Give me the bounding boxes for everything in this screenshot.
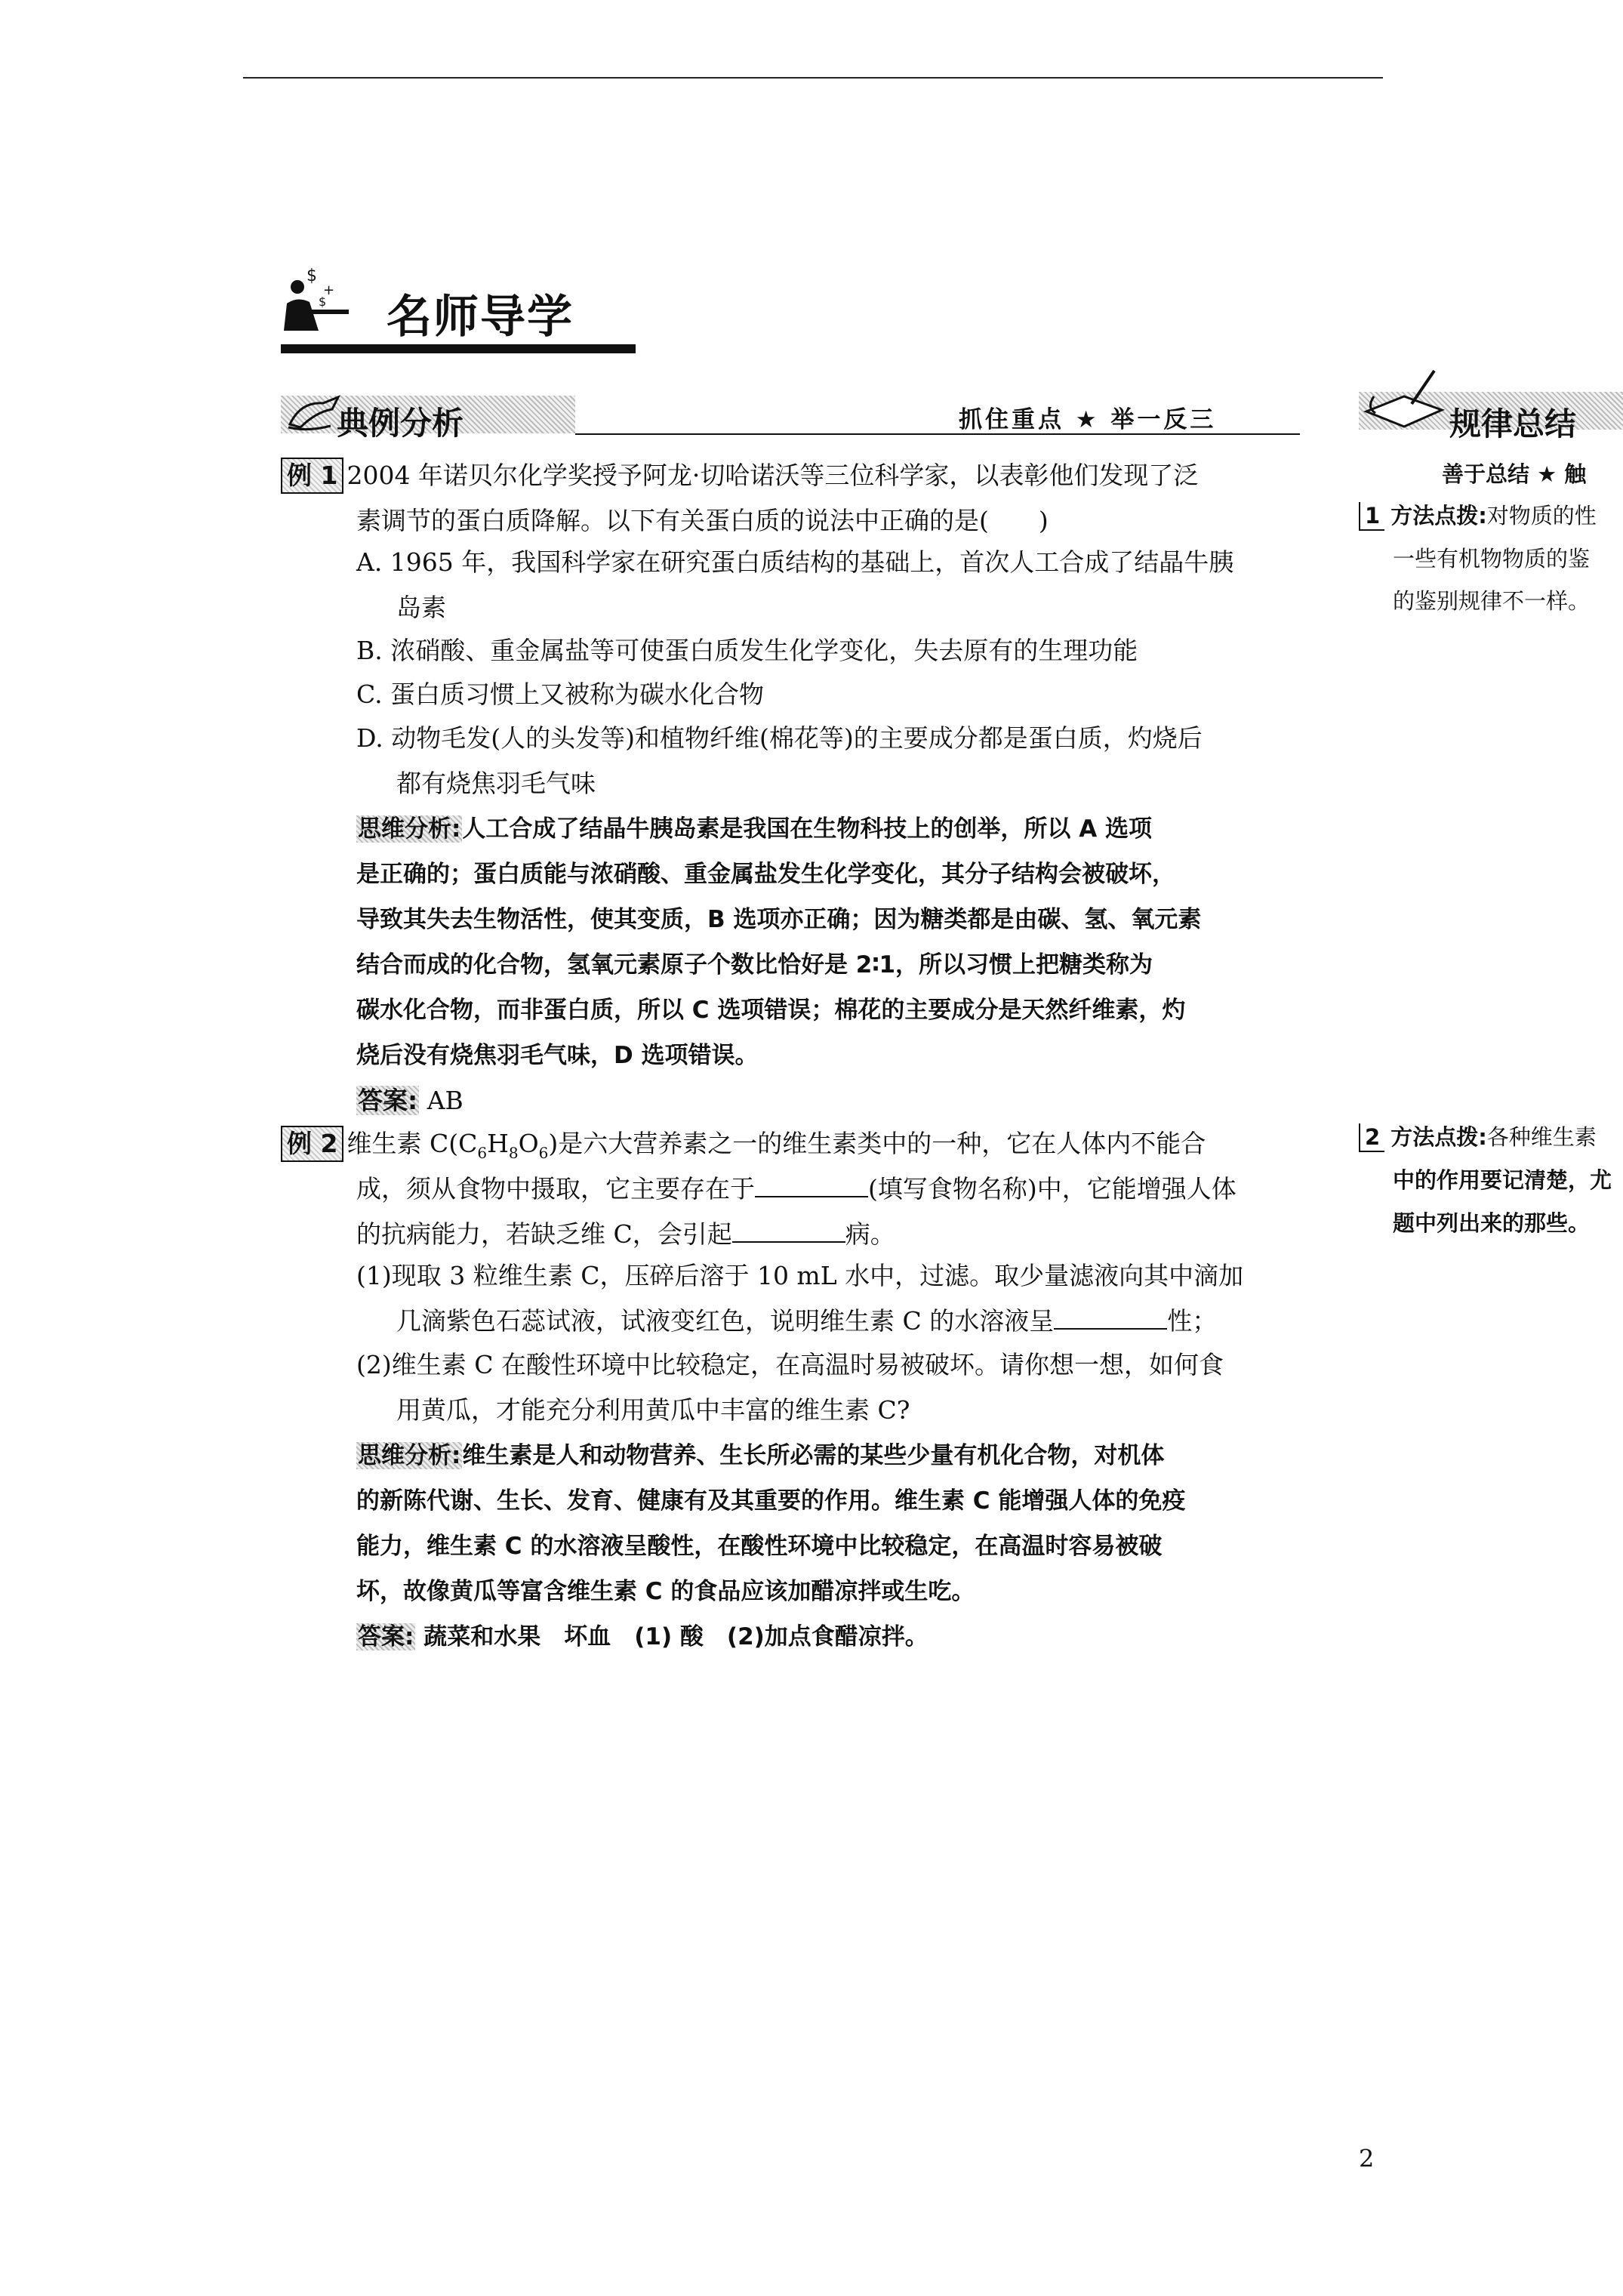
example1-analysis-line2: 是正确的；蛋白质能与浓硝酸、重金属盐发生化学变化，其分子结构会被破坏， <box>356 861 1175 888</box>
example1-option-d: D. 动物毛发(人的头发等)和植物纤维(棉花等)的主要成分都是蛋白质，灼烧后 <box>356 723 1203 753</box>
svg-text:+: + <box>323 282 335 298</box>
svg-text:$: $ <box>319 294 327 309</box>
example2-analysis-line2: 的新陈代谢、生长、发育、健康有及其重要的作用。维生素 C 能增强人体的免疫 <box>356 1487 1186 1515</box>
example2-question1-cont: 几滴紫色石蕊试液，试液变红色，说明维生素 C 的水溶液呈 性； <box>396 1306 1218 1336</box>
example2-analysis-line1: 思维分析:维生素是人和动物营养、生长所必需的某些少量有机化合物，对机体 <box>358 1442 1165 1469</box>
section-title-examples: 典例分析 <box>337 405 464 442</box>
example1-option-d-cont: 都有烧焦羽毛气味 <box>396 769 596 798</box>
analysis-label: 思维分析: <box>358 1442 461 1469</box>
example2-answer: 答案: 蔬菜和水果 坏血 (1) 酸 (2)加点食醋凉拌。 <box>358 1623 929 1650</box>
section-bar-summary <box>1359 389 1623 442</box>
right-note-2-line1: 2 方法点拨:各种维生素 <box>1359 1116 1597 1158</box>
page-title: 名师导学 <box>387 291 574 344</box>
example1-option-a: A. 1965 年，我国科学家在研究蛋白质结构的基础上，首次人工合成了结晶牛胰 <box>356 547 1234 577</box>
example1-stem-line1: 例 1 2004 年诺贝尔化学奖授予阿龙·切哈诺沃等三位科学家，以表彰他们发现了泛 <box>281 453 1198 498</box>
example2-analysis-line4: 坏，故像黄瓜等富含维生素 C 的食品应该加醋凉拌或生吃。 <box>356 1578 975 1605</box>
example2-analysis-line3: 能力，维生素 C 的水溶液呈酸性，在酸性环境中比较稳定，在高温时容易被破 <box>356 1533 1163 1560</box>
example1-option-c: C. 蛋白质习惯上又被称为碳水化合物 <box>356 680 765 709</box>
answer-label: 答案: <box>358 1086 418 1115</box>
example1-analysis-line1: 思维分析:人工合成了结晶牛胰岛素是我国在生物科技上的创举，所以 A 选项 <box>358 815 1152 843</box>
example2-stem-line1: 例 2 维生素 $C(C_6H_8O_6)$是六大营养素之一的维生素类中的一种，它在人体内不能合 <box>281 1121 1206 1176</box>
section-tagline-examples: 抓住重点 ★ 举一反三 <box>959 406 1217 433</box>
section-tagline-summary: 善于总结 ★ 触 <box>1442 461 1587 487</box>
top-rule <box>243 77 1383 79</box>
example2-question2-cont: 用黄瓜，才能充分利用黄瓜中丰富的维生素 C? <box>396 1395 910 1425</box>
example1-option-b: B. 浓硝酸、重金属盐等可使蛋白质发生化学变化，失去原有的生理功能 <box>356 636 1138 665</box>
example2-tag: 例 2 <box>281 1126 343 1162</box>
example2-stem-line3: 的抗病能力，若缺乏维 C，会引起 病。 <box>356 1219 895 1249</box>
right-note-2-line3: 题中列出来的那些。 <box>1393 1210 1591 1236</box>
right-note-2-line2: 中的作用要记清楚，尤 <box>1393 1167 1612 1193</box>
right-note-1-line2: 一些有机物物质的鉴 <box>1393 546 1591 572</box>
right-note-1-line3: 的鉴别规律不一样。 <box>1393 588 1591 614</box>
page-header-banner <box>281 264 636 353</box>
page-number: 2 <box>1359 2144 1375 2173</box>
example1-analysis-line4: 结合而成的化合物，氢氧元素原子个数比恰好是 2∶1，所以习惯上把糖类称为 <box>356 951 1153 978</box>
answer-blank[interactable] <box>755 1173 868 1197</box>
example1-analysis-line5: 碳水化合物，而非蛋白质，所以 C 选项错误；棉花的主要成分是天然纤维素，灼 <box>356 997 1186 1024</box>
example1-analysis-line3: 导致其失去生物活性，使其变质，B 选项亦正确；因为糖类都是由碳、氢、氧元素 <box>356 906 1202 933</box>
svg-text:$: $ <box>306 267 317 285</box>
example1-tag: 例 1 <box>281 458 343 494</box>
example2-question2: (2)维生素 C 在酸性环境中比较稳定，在高温时易被破坏。请你想一想，如何食 <box>356 1350 1224 1379</box>
answer-blank[interactable] <box>732 1219 845 1243</box>
teacher-icon <box>281 264 356 347</box>
example2-question1: (1)现取 3 粒维生素 C，压碎后溶于 10 mL 水中，过滤。取少量滤液向其中滴加 <box>356 1261 1244 1290</box>
example1-stem-line2: 素调节的蛋白质降解。以下有关蛋白质的说法中正确的是( ) <box>356 506 1049 535</box>
banner-bar <box>281 344 636 353</box>
section-title-summary: 规律总结 <box>1449 405 1577 442</box>
example1-analysis-line6: 烧后没有烧焦羽毛气味，D 选项错误。 <box>356 1042 759 1069</box>
answer-blank[interactable] <box>1054 1305 1167 1330</box>
right-note-1-line1: 1 方法点拨:对物质的性 <box>1359 495 1597 537</box>
example1-answer: 答案: AB <box>358 1086 463 1115</box>
answer-label: 答案: <box>358 1623 414 1650</box>
analysis-label: 思维分析: <box>358 815 461 843</box>
notebook-pen-icon <box>1359 366 1449 434</box>
example2-stem-line2: 成，须从食物中摄取，它主要存在于 (填写食物名称)中，它能增强人体 <box>356 1174 1236 1203</box>
example1-option-a-cont: 岛素 <box>396 593 446 622</box>
